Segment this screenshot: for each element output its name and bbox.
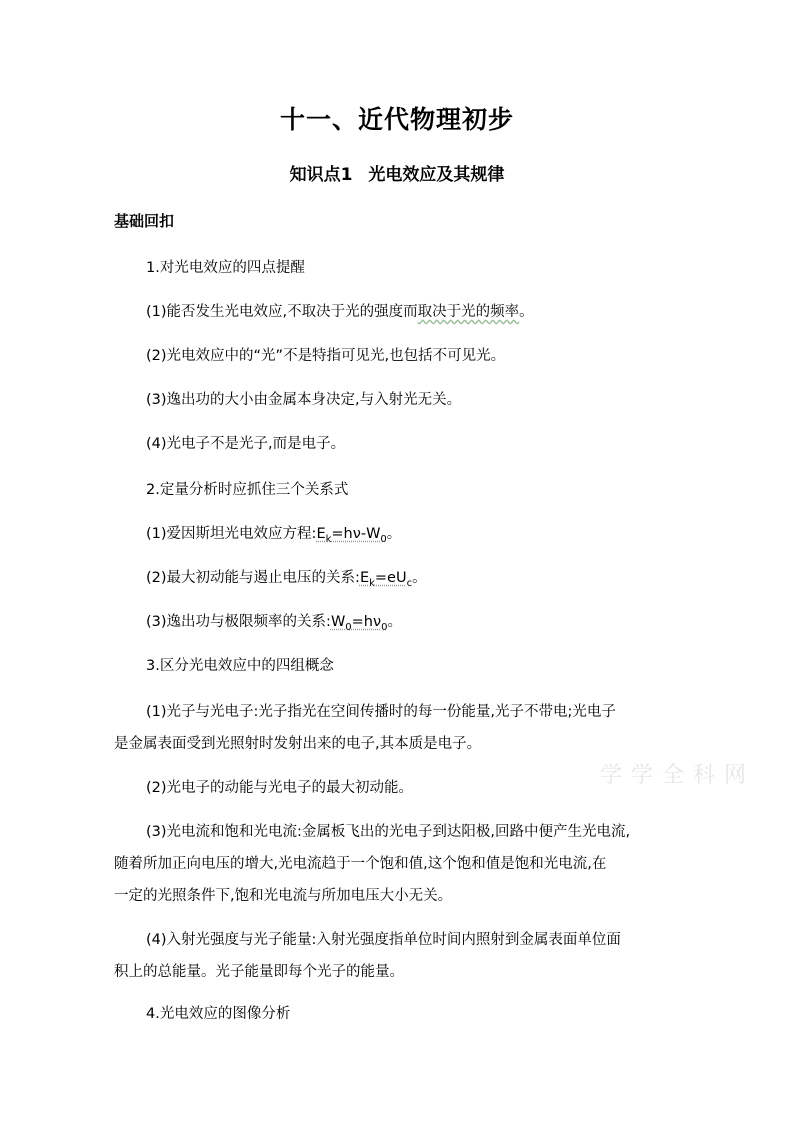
knowledge-point-title: 光电效应及其规律 — [368, 165, 505, 185]
concept-3: (3)光电流和饱和光电流:金属板飞出的光电子到达阳极,回路中便产生光电流, 随着所加正向电压的增大,光电流趋于一个饱和值,这个饱和值是饱和光电流,在 一定的光照条件下,饱和光电流与所加电压大小无关。 — [114, 824, 631, 904]
point-1-item-2: (2)光电效应中的“光”不是特指可见光,也包括不可见光。 — [146, 348, 506, 364]
point-1-item-4: (4)光电子不是光子,而是电子。 — [146, 436, 346, 452]
point-2-heading: 2.定量分析时应抓住三个关系式 — [146, 482, 349, 498]
point-1-item-3: (3)逸出功的大小由金属本身决定,与入射光无关。 — [146, 392, 462, 408]
knowledge-point-heading — [0, 160, 794, 185]
concept-4: (4)入射光强度与光子能量:入射光强度指单位时间内照射到金属表面单位面 积上的总能量。光子能量即每个光子的能量。 — [114, 932, 621, 980]
page-title: 十一、近代物理初步 — [279, 105, 514, 134]
point-4-heading: 4.光电效应的图像分析 — [146, 1006, 291, 1022]
concept-1: (1)光子与光电子:光子指光在空间传播时的每一份能量,光子不带电;光电子 是金属表面受到光照射时发射出来的电子,其本质是电子。 — [114, 704, 616, 752]
point-1-heading: 1.对光电效应的四点提醒 — [146, 260, 305, 276]
concept-2: (2)光电子的动能与光电子的最大初动能。 — [146, 780, 414, 796]
formula-3: (3)逸出功与极限频率的关系$:W_0=h\nu_0$。 — [146, 614, 402, 633]
formula-2: (2)最大初动能与遏止电压的关系$:E_k=eU_c$。 — [146, 570, 427, 589]
formula-1: (1)爱因斯坦光电效应方程$:E_k=h\nu-W_0$。 — [146, 526, 402, 545]
point-3-heading: 3.区分光电效应中的四组概念 — [146, 658, 334, 674]
watermark: 学 学 全 科 网 — [600, 763, 747, 788]
section-heading: 基础回扣 — [114, 212, 175, 230]
point-1-item-1: (1)能否发生光电效应,不取决于光的强度而取决于光的频率。 — [146, 304, 534, 320]
knowledge-point-label: 知识点1 — [289, 165, 353, 185]
